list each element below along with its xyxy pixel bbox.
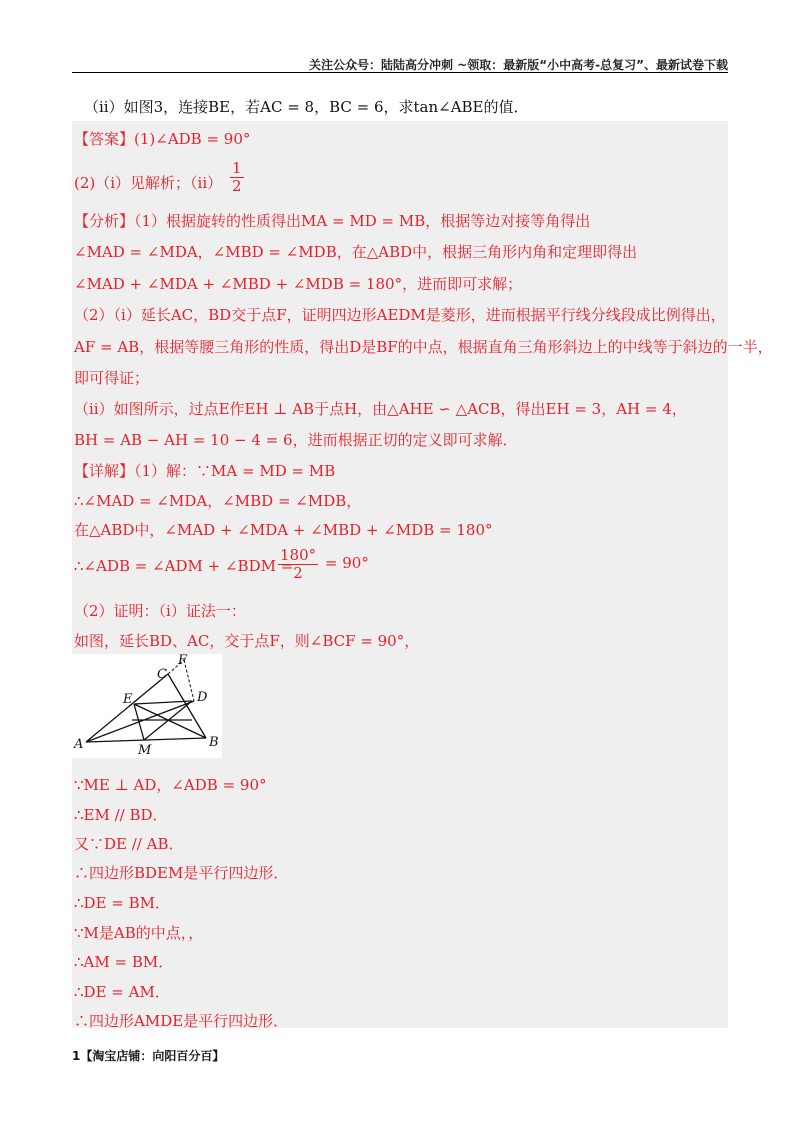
label-d: D bbox=[197, 690, 208, 705]
page-footer: 1【淘宝店铺：向阳百分百】 bbox=[72, 1049, 225, 1063]
answer-line: 在△ABD中，∠MAD + ∠MDA + ∠MBD + ∠MDB = 180° bbox=[74, 521, 493, 539]
fraction-numerator: 180° bbox=[280, 546, 317, 564]
question-text: （ii）如图3，连接BE，若AC = 8，BC = 6，求tan∠ABE的值． bbox=[84, 98, 529, 116]
geometry-figure bbox=[72, 654, 222, 758]
fraction-result: = 90° bbox=[324, 554, 369, 572]
answer-line: AF = AB，根据等腰三角形的性质，得出D是BF的中点，根据直角三角形斜边上的中线等于斜边的一半， bbox=[74, 338, 773, 356]
answer-line: ∴四边形BDEM是平行四边形． bbox=[74, 864, 289, 882]
answer-line: BH = AB − AH = 10 − 4 = 6，进而根据正切的定义即可求解． bbox=[74, 431, 518, 449]
answer-line: ∵ME ⊥ AD，∠ADB = 90° bbox=[74, 776, 267, 794]
answer-line: ∴DE = BM． bbox=[74, 894, 171, 912]
answer-line: 【答案】(1)∠ADB = 90° bbox=[74, 130, 251, 148]
answer-line: 即可得证； bbox=[74, 369, 150, 387]
answer-fraction-half bbox=[228, 160, 246, 194]
answer-line: ∴AM = BM． bbox=[74, 953, 174, 971]
answer-line: （ii）如图所示，过点E作EH ⊥ AB于点H，由△AHE ∽ △ACB，得出EH = 3，AH = 4， bbox=[74, 400, 687, 418]
answer-line: （2）证明：（i）证法一： bbox=[74, 602, 246, 620]
answer-line: ∴DE = AM． bbox=[74, 983, 170, 1001]
answer-line: ∠MAD + ∠MDA + ∠MBD + ∠MDB = 180°，进而即可求解； bbox=[74, 275, 523, 293]
answer-line: （2）（i）延长AC，BD交于点F，证明四边形AEDM是菱形，进而根据平行线分线段成比例得出， bbox=[74, 306, 726, 324]
angle-fraction bbox=[276, 547, 369, 581]
answer-line: (2)（i）见解析；（ii） bbox=[74, 174, 223, 192]
answer-line: ∠MAD = ∠MDA，∠MBD = ∠MDB，在△ABD中，根据三角形内角和定理即得出 bbox=[74, 243, 638, 261]
segment-ac bbox=[86, 674, 168, 742]
answer-line: ∵M是AB的中点，， bbox=[74, 924, 204, 942]
triangle-diagram bbox=[72, 654, 222, 758]
answer-line: ∴四边形AMDE是平行四边形． bbox=[74, 1012, 289, 1030]
label-f: F bbox=[178, 654, 188, 668]
fraction-denominator: 2 bbox=[293, 563, 303, 582]
answer-line: ∴∠ADB = ∠ADM + ∠BDM = bbox=[74, 557, 294, 575]
segment-ed bbox=[134, 701, 192, 704]
fraction-numerator: 1 bbox=[232, 159, 242, 177]
label-b: B bbox=[209, 735, 219, 750]
answer-line: 又∵DE // AB． bbox=[74, 835, 184, 853]
answer-line: ∴∠MAD = ∠MDA，∠MBD = ∠MDB， bbox=[74, 492, 362, 510]
label-a: A bbox=[74, 737, 84, 752]
answer-line: 【分析】（1）根据旋转的性质得出MA = MD = MB，根据等边对接等角得出 bbox=[74, 212, 591, 230]
page-header: 关注公众号：陆陆高分冲刺 ~领取：最新版“小中高考-总复习”、最新试卷下载 bbox=[309, 58, 728, 72]
fraction-denominator: 2 bbox=[232, 176, 242, 195]
label-e: E bbox=[123, 692, 133, 707]
header-divider bbox=[72, 72, 728, 73]
segment-em bbox=[134, 704, 144, 740]
answer-line: 如图，延长BD、AC，交于点F，则∠BCF = 90°， bbox=[74, 632, 420, 650]
answer-line: 【详解】（1）解：∵MA = MD = MB bbox=[74, 462, 336, 480]
answer-line: ∴EM // BD． bbox=[74, 806, 168, 824]
label-m: M bbox=[138, 743, 152, 758]
label-c: C bbox=[157, 667, 167, 682]
